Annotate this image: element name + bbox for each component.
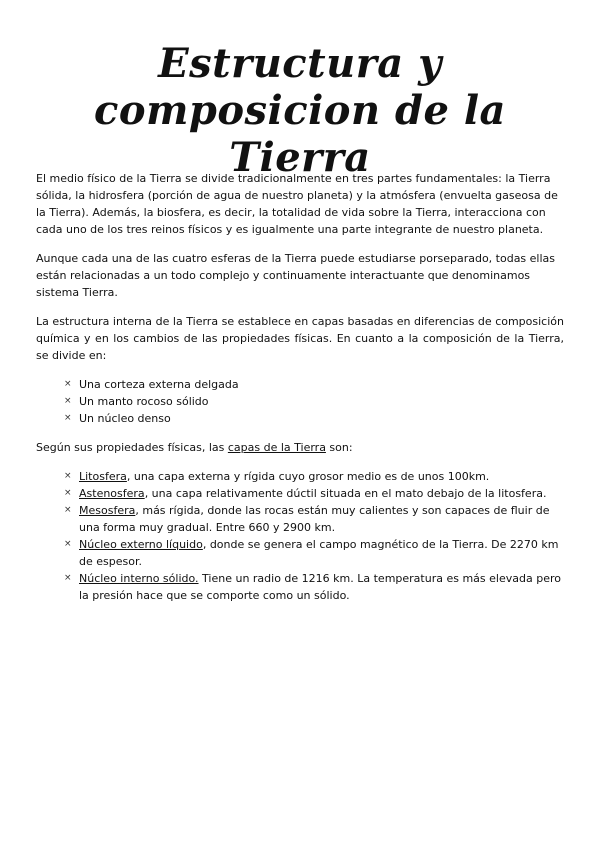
composition-list [36, 376, 564, 427]
list-item [64, 376, 564, 393]
layer-description: , donde se genera el campo magnético de la Tierra. De 2270 km de espesor. [79, 538, 559, 568]
layer-name: Litosfera [79, 470, 127, 483]
layer-name: Mesosfera [79, 504, 136, 517]
document-body [36, 170, 564, 604]
list-item [64, 410, 564, 427]
layer-description: Tiene un radio de 1216 km. La temperatura es más elevada pero la presión hace que se comporte como un sólido. [79, 572, 561, 602]
page-title: Estructura y composicion de la Tierra [94, 40, 506, 181]
paragraph-intro: El medio físico de la Tierra se divide tradicionalmente en tres partes fundamentales: la Tierra sólida, la hidrosfera (porción de agua de nuestro planeta) y la atmósfera (envuelta gaseosa de la Tierra). Además, la biosfera, es decir, la totalidad de vida sobre la Tierra, interacciona con cada uno de los tres reinos físicos y es igualmente una parte integrante de nuestro planeta. [36, 172, 558, 236]
layer-description: , más rígida, donde las rocas están muy calientes y son capaces de fluir de una forma muy gradual. Entre 660 y 2900 km. [79, 504, 550, 534]
layer-name: Astenosfera [79, 487, 145, 500]
list-item [64, 502, 564, 536]
paragraph-structure: La estructura interna de la Tierra se establece en capas basadas en diferencias de composición química y en los cambios de las propiedades físicas. En cuanto a la composición de la Tierra, se divide en: [36, 315, 564, 362]
list-item [64, 570, 564, 604]
cross-bullet-icon: × [64, 379, 72, 389]
list-item [64, 536, 564, 570]
cross-bullet-icon: × [64, 573, 72, 583]
paragraph-properties-intro [36, 439, 564, 456]
layer-description: , una capa relativamente dúctil situada en el mato debajo de la litosfera. [144, 487, 547, 500]
layer-name: Núcleo interno sólido. [79, 572, 199, 585]
list-item [64, 468, 564, 485]
layer-name: Núcleo externo líquido [79, 538, 203, 551]
intro-text-before: Según sus propiedades físicas, las [36, 441, 228, 454]
cross-bullet-icon: × [64, 488, 72, 498]
cross-bullet-icon: × [64, 539, 72, 549]
cross-bullet-icon: × [64, 471, 72, 481]
cross-bullet-icon: × [64, 505, 72, 515]
list-item-text: Un manto rocoso sólido [79, 395, 209, 408]
layer-description: , una capa externa y rígida cuyo grosor medio es de unos 100km. [126, 470, 490, 483]
list-item-text: Un núcleo denso [79, 412, 171, 425]
list-item [64, 393, 564, 410]
layers-link[interactable]: capas de la Tierra [227, 441, 326, 454]
cross-bullet-icon: × [64, 413, 72, 423]
paragraph-spheres: Aunque cada una de las cuatro esferas de la Tierra puede estudiarse porseparado, todas ellas están relacionadas a un todo complejo y continuamente interactuante que denominamos sistema Tierra. [36, 252, 556, 299]
list-item-text: Una corteza externa delgada [79, 378, 239, 391]
list-item [64, 485, 564, 502]
layers-list [36, 468, 564, 604]
cross-bullet-icon: × [64, 396, 72, 406]
intro-text-after: son: [325, 441, 353, 454]
